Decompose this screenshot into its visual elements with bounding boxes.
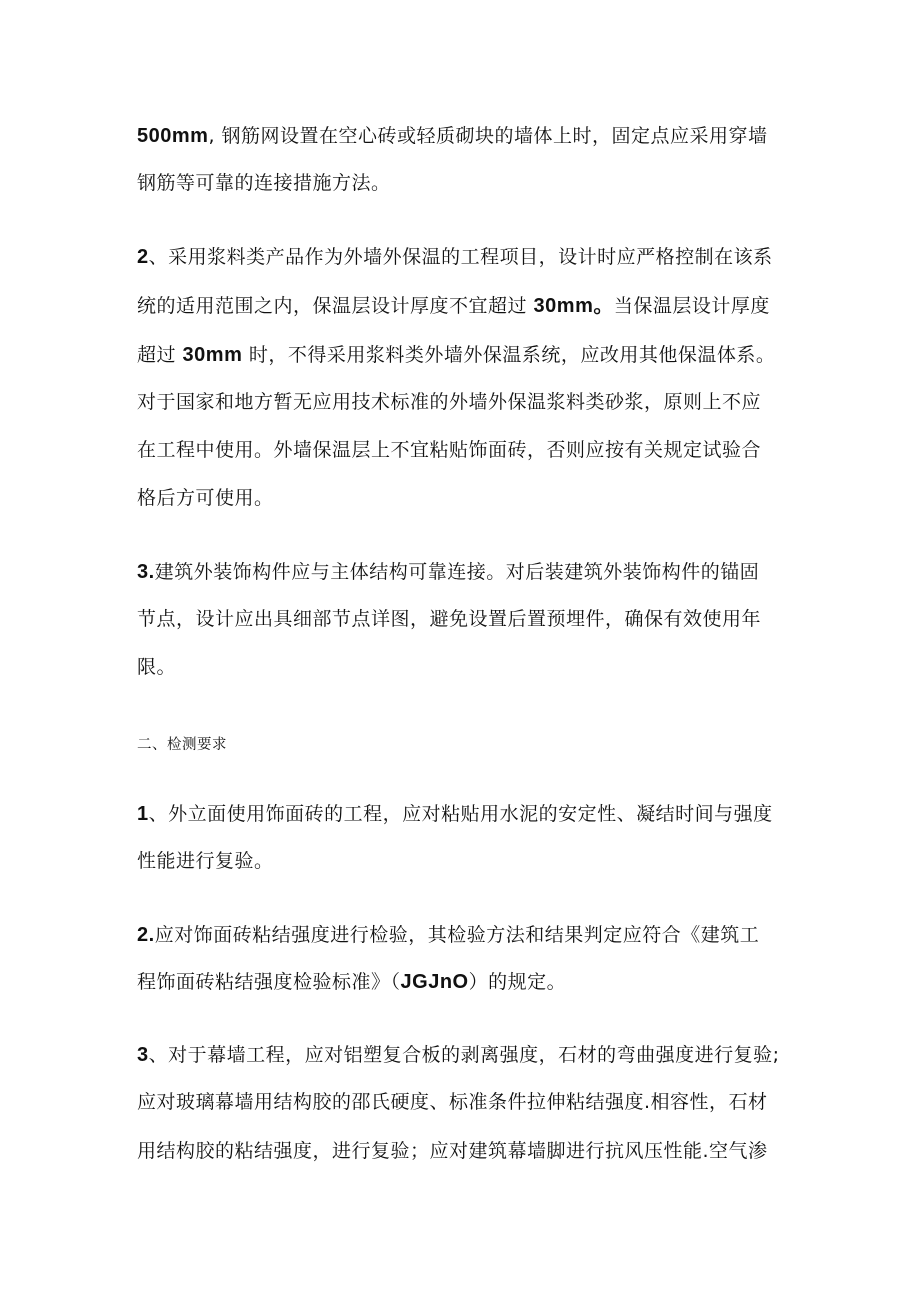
paragraph-b-line-5: 在工程中使用。外墙保温层上不宜粘贴饰面砖，否则应按有关规定试验合 (137, 439, 762, 461)
paragraph-b-line-2 (137, 296, 770, 316)
item-number: 1 (137, 803, 149, 825)
paragraph-f-line-3: 用结构胶的粘结强度，进行复验；应对建筑幕墙脚进行抗风压性能.空气渗 (137, 1140, 768, 1162)
paragraph-b-line-4: 对于国家和地方暂无应用技术标准的外墙外保温浆料类砂浆，原则上不应 (137, 391, 762, 413)
item-number: 3. (137, 561, 155, 583)
paragraph-e-line-1-text: 应对饰面砖粘结强度进行检验，其检验方法和结果判定应符合《建筑工 (154, 924, 760, 946)
paragraph-e-line-2 (137, 972, 566, 992)
thickness-value: 30mm (182, 344, 243, 366)
paragraph-c-line-2: 节点，设计应出具细部节点详图，避免设置后置预埋件，确保有效使用年 (137, 608, 762, 630)
standard-code: JGJnO (400, 971, 469, 993)
paragraph-e-line-1 (137, 925, 759, 945)
paragraph-d-line-2: 性能进行复验。 (137, 850, 274, 872)
paragraph-b-line-2-tail: 当保温层设计厚度 (613, 295, 770, 317)
paragraph-a-line-2: 钢筋等可靠的连接措施方法。 (137, 172, 391, 194)
paragraph-c-line-1-text: 建筑外装饰构件应与主体结构可靠连接。对后装建筑外装饰构件的锚固 (154, 561, 760, 583)
item-number: 2. (137, 924, 155, 946)
paragraph-b-line-2-text: 统的适用范围之内，保温层设计厚度不宜超过 (137, 295, 534, 317)
paragraph-e-line-2-text: 程饰面砖粘结强度检验标准》（ (137, 971, 401, 993)
section-heading: 二、检测要求 (137, 737, 227, 753)
paragraph-c-line-3: 限。 (137, 656, 177, 678)
paragraph-b-line-1-text: 、采用浆料类产品作为外墙外保温的工程项目，设计时应严格控制在该系 (148, 246, 773, 268)
paragraph-f-line-1-text: 、对于幕墙工程，应对铝塑复合板的剥离强度，石材的弯曲强度进行复验; (148, 1044, 780, 1066)
paragraph-d-line-1 (137, 804, 773, 824)
paragraph-b-line-1 (137, 247, 773, 267)
paragraph-b-line-3-head: 超过 (137, 344, 183, 366)
paragraph-e-line-2-tail: ）的规定。 (468, 971, 567, 993)
thickness-value: 30mm。 (533, 295, 614, 317)
paragraph-b-line-6: 格后方可使用。 (137, 487, 274, 509)
paragraph-d-line-1-text: 、外立面使用饰面砖的工程，应对粘贴用水泥的安定性、凝结时间与强度 (148, 803, 773, 825)
paragraph-c-line-1 (137, 562, 759, 582)
dimension-value: 500mm (137, 125, 209, 147)
paragraph-b-line-3-tail: 时，不得采用浆料类外墙外保温系统，应改用其他保温体系。 (242, 344, 776, 366)
item-number: 2 (137, 246, 149, 268)
paragraph-f-line-2: 应对玻璃幕墙用结构胶的邵氏硬度、标准条件拉伸粘结强度.相容性，石材 (137, 1091, 768, 1113)
paragraph-f-line-1 (137, 1045, 780, 1065)
paragraph-a-line-1-text: , 钢筋网设置在空心砖或轻质砌块的墙体上时，固定点应采用穿墙 (208, 125, 768, 147)
paragraph-b-line-3 (137, 345, 775, 365)
item-number: 3 (137, 1044, 149, 1066)
paragraph-a-line-1 (137, 126, 768, 146)
